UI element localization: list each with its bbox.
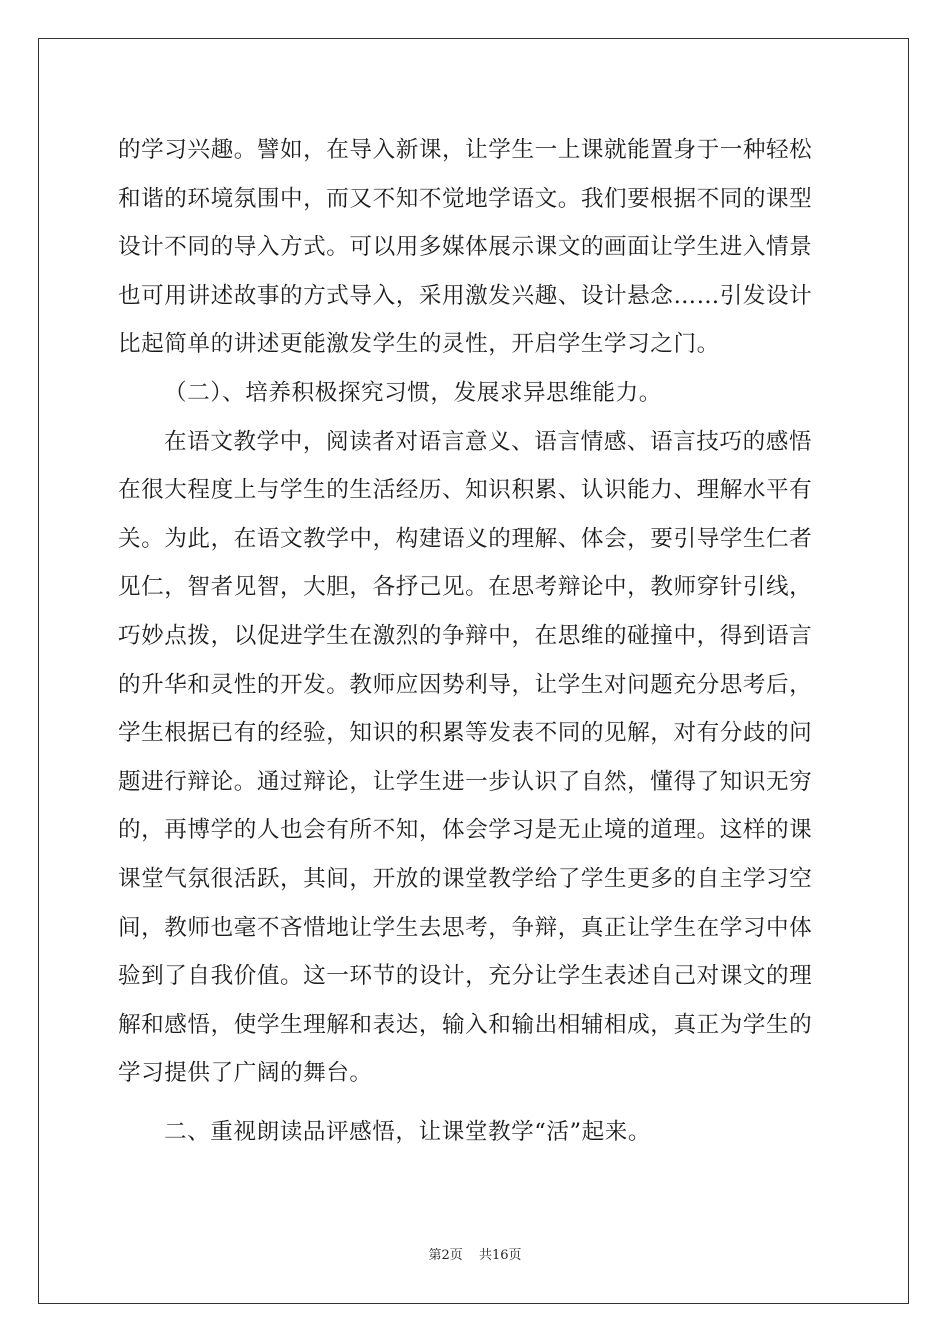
paragraph-intro-continuation: 的学习兴趣。譬如，在导入新课，让学生一上课就能置身于一种轻松和谐的环境氛围中，而又不知不觉地学语文。我们要根据不同的课型设计不同的导入方式。可以用多媒体展示课文的画面让学生进入情景也可用讲述故事的方式导入，采用激发兴趣、设计悬念……引发设计比起简单的讲述更能激发学生的灵性，开启学生学习之门。	[118, 137, 813, 358]
paragraph-body: 在语文教学中，阅读者对语言意义、语言情感、语言技巧的感悟在很大程度上与学生的生活经历、知识积累、认识能力、理解水平有关。为此，在语文教学中，构建语义的理解、体会，要引导学生仁者见仁，智者见智，大胆，各抒己见。在思考辩论中，教师穿针引线，巧妙点拨，以促进学生在激烈的争辩中，在思维的碰撞中，得到语言的升华和灵性的开发。教师应因势利导，让学生对问题充分思考后，学生根据已有的经验，知识的积累等发表不同的见解，对有分歧的问题进行辩论。通过辩论，让学生进一步认识了自然，懂得了知识无穷的，再博学的人也会有所不知，体会学习是无止境的道理。这样的课课堂气氛很活跃，其间，开放的课堂教学给了学生更多的自主学习空间，教师也毫不吝惜地让学生去思考，争辩，真正让学生在学习中体验到了自我价值。这一环节的设计，充分让学生表述自己对课文的理解和感悟，使学生理解和表达，输入和输出相辅相成，真正为学生的学习提供了广阔的舞台。	[118, 428, 813, 1087]
section-heading-2: （二）、培养积极探究习惯，发展求异思维能力。	[164, 379, 662, 406]
section-heading-main-2: 二、重视朗读品评感悟，让课堂教学“活”起来。	[164, 1118, 652, 1145]
page-total: 共16页	[478, 1248, 522, 1263]
page-number: 第2页	[428, 1248, 463, 1263]
document-body	[118, 126, 832, 1156]
page-footer	[0, 1244, 950, 1263]
